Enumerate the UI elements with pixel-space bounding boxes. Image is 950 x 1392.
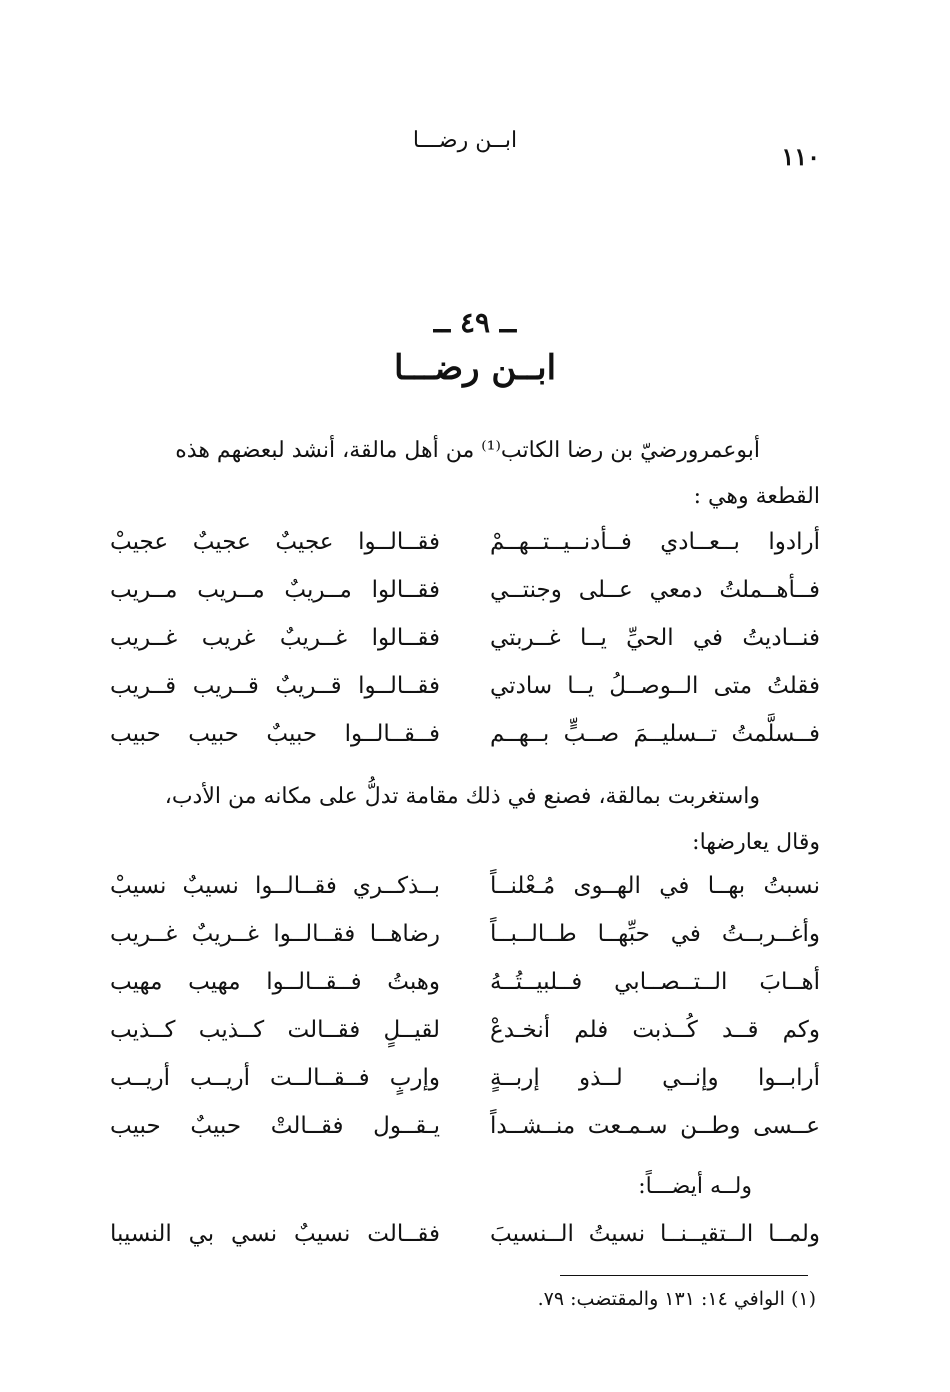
verse bbox=[110, 518, 820, 566]
footnote: (١) الوافي ١٤: ١٣١ والمقتضب: ٧٩. bbox=[537, 1288, 816, 1310]
poem-1 bbox=[110, 518, 820, 758]
verse-second-hemistich: لقيــلٍ فقــالت كــذيب كــذيب bbox=[110, 1017, 440, 1043]
verse bbox=[110, 1054, 820, 1102]
verse bbox=[110, 614, 820, 662]
verse-second-hemistich: رضاهــا فقــالــوا غــريبٌ غــريب bbox=[110, 921, 440, 947]
verse bbox=[110, 566, 820, 614]
verse bbox=[110, 910, 820, 958]
verse-second-hemistich: فقــالــوا قــريبٌ قــريب قــريب bbox=[110, 673, 440, 699]
verse-second-hemistich: فقــالوا مــريبٌ مــريب مــريب bbox=[110, 577, 440, 603]
verse-second-hemistich: فــقــالــوا حبيبٌ حبيب حبيب bbox=[110, 721, 440, 747]
verse bbox=[110, 862, 820, 910]
page-number: ١١٠ bbox=[781, 142, 820, 171]
verse-first-hemistich: فــأهــملتُ دمعي عــلى وجنتــي bbox=[490, 577, 820, 603]
page-header bbox=[110, 128, 820, 171]
poem-3 bbox=[110, 1210, 820, 1258]
section-title: ابــن رضـــا bbox=[393, 348, 557, 388]
running-title: ابــن رضـــا bbox=[412, 128, 518, 153]
verse-first-hemistich: عــسى وطــن سـمـعت منــشــداً bbox=[490, 1113, 820, 1139]
verse-second-hemistich: يـقــول فقــالتْ حبيبٌ حبيب bbox=[110, 1113, 440, 1139]
verse-first-hemistich: أرابــوا وإنــي لــذو إربــةٍ bbox=[490, 1065, 820, 1091]
verse-second-hemistich: فقــالوا غــريبٌ غريب غــريب bbox=[110, 625, 440, 651]
verse-second-hemistich: فقــالــوا عجيبٌ عجيبٌ عجيبْ bbox=[110, 529, 440, 555]
verse-first-hemistich: فــسلَّمتُ تــسليــمَ صــبٍّ بــهــم bbox=[490, 721, 820, 747]
middle-paragraph bbox=[110, 774, 820, 866]
footnote-divider bbox=[560, 1275, 808, 1276]
middle-line-1: واستغربت بمالقة، فصنع في ذلك مقامة تدلُّ على مكانه من الأدب، bbox=[164, 784, 760, 809]
verse-first-hemistich: فنــاديتُ في الحيِّ يــا غــربتي bbox=[490, 625, 820, 651]
verse-first-hemistich: وأغــربــتُ في حبِّهــا طــالــبــاً bbox=[490, 921, 820, 947]
verse-first-hemistich: فقلتُ متى الــوصــلُ يــا سادتي bbox=[490, 673, 820, 699]
verse bbox=[110, 662, 820, 710]
verse-first-hemistich: أهــابَ الــتــصــابي فــلبيــتُــهُ bbox=[490, 969, 820, 995]
verse-second-hemistich: بــذكــري فقــالــوا نسيبٌ نسيبْ bbox=[110, 873, 440, 899]
middle-line-2: وقال يعارضها: bbox=[692, 830, 820, 855]
verse bbox=[110, 710, 820, 758]
verse bbox=[110, 1210, 820, 1258]
verse-second-hemistich: فقــالت نسيبٌ نسي بي النسيبا bbox=[110, 1221, 440, 1247]
verse bbox=[110, 1102, 820, 1150]
intro-paragraph bbox=[110, 428, 820, 520]
verse-first-hemistich: نسبتُ بهــا في الهــوى مُـعْلنــاً bbox=[490, 873, 820, 899]
verse-first-hemistich: ولمــا الــتقيــنــا نسيتُ الــنسيبَ bbox=[490, 1221, 820, 1247]
verse-second-hemistich: وهبتُ فــقــالــوا مهيب مهيب bbox=[110, 969, 440, 995]
verse-second-hemistich: وإربٍ فــقــالــت أريــب أريــب bbox=[110, 1065, 440, 1091]
section-number: ــ ٤٩ ــ bbox=[433, 306, 517, 339]
intro-line-1: أبوعمرورضيّ بن رضا الكاتب⁽¹⁾ من أهل مالقة، أنشد لبعضهم هذه bbox=[175, 438, 760, 463]
intro-line-2: القطعة وهي : bbox=[693, 484, 820, 509]
poem-3-intro: ولــه أيضـــاً: bbox=[638, 1174, 752, 1199]
poem-2 bbox=[110, 862, 820, 1150]
verse-first-hemistich: أرادوا بــعــادي فــأدنــيــتــهــمْ bbox=[490, 529, 820, 555]
verse-first-hemistich: وكم قــد كُــذبت فلم أنخـدعْ bbox=[490, 1017, 820, 1043]
verse bbox=[110, 1006, 820, 1054]
verse bbox=[110, 958, 820, 1006]
